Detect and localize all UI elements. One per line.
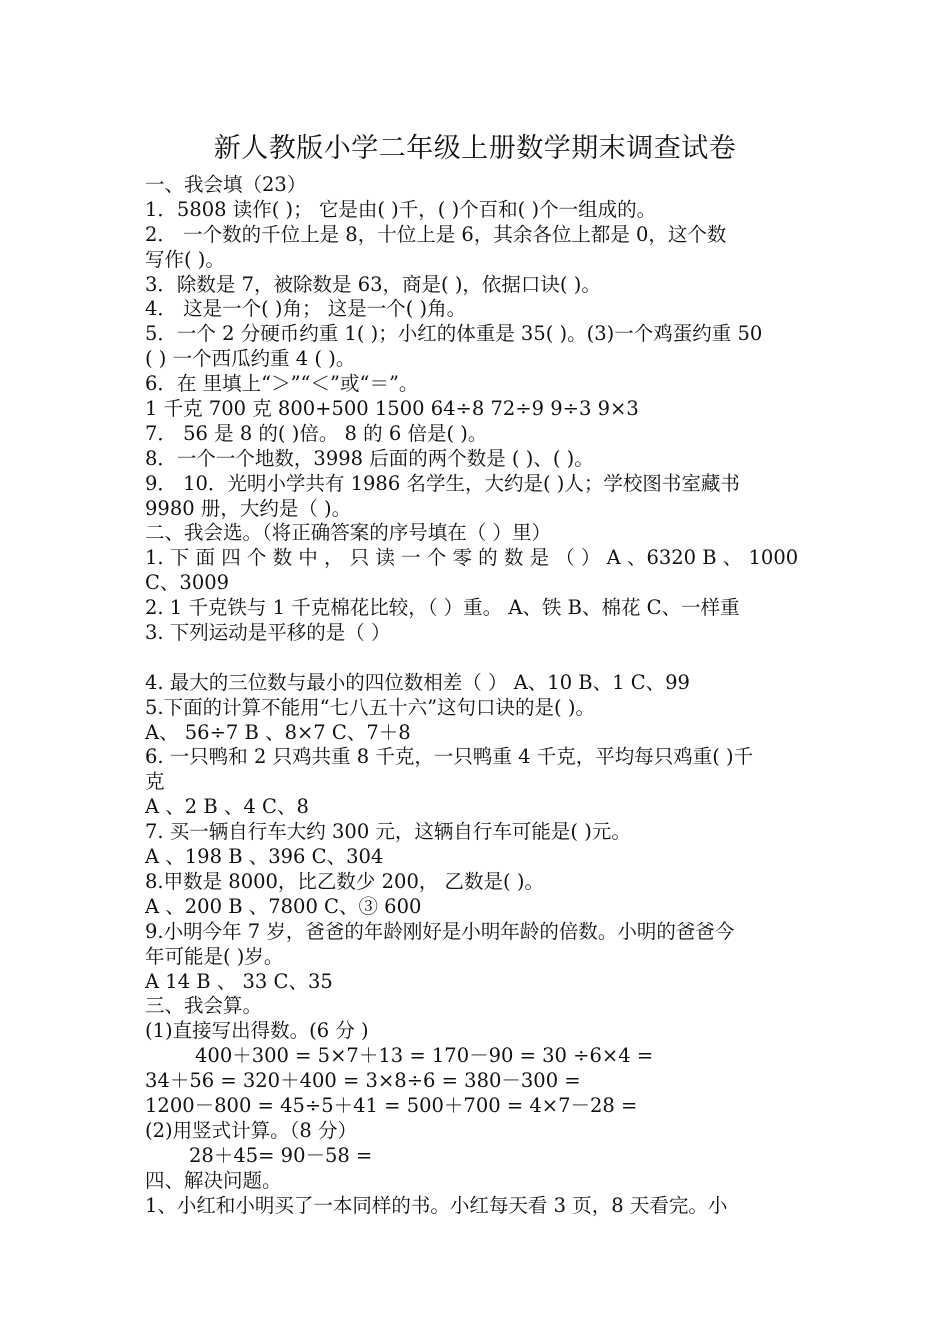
- section-heading-choice: 二、我会选。（将正确答案的序号填在（ ）里）: [145, 521, 551, 545]
- question-line: 5．一个 2 分硬币约重 1( )；小红的体重是 35( )。(3)一个鸡蛋约重 50: [145, 322, 763, 346]
- answer-options: A 14 B 、 33 C、35: [145, 969, 333, 993]
- section-heading-problems: 四、解决问题。: [145, 1168, 282, 1192]
- calc-row: 28＋45= 90－58 =: [189, 1143, 373, 1167]
- question-line: 年可能是( )岁。: [145, 944, 284, 968]
- question-line: C、3009: [145, 571, 230, 595]
- question-line: 3．除数是 7，被除数是 63，商是( )，依据口诀( )。: [145, 272, 601, 296]
- question-line: 1、小红和小明买了一本同样的书。小红每天看 3 页，8 天看完。小: [145, 1193, 728, 1217]
- question-line: 2． 一个数的千位上是 8，十位上是 6，其余各位上都是 0，这个数: [145, 222, 727, 246]
- answer-options: A 、200 B 、7800 C、③ 600: [145, 894, 422, 918]
- question-line: 9.小明今年 7 岁，爸爸的年龄刚好是小明年龄的倍数。小明的爸爸今: [145, 919, 735, 943]
- question-line: 7. 买一辆自行车大约 300 元，这辆自行车可能是( )元。: [145, 820, 631, 844]
- document-title: 新人教版小学二年级上册数学期末调查试卷: [213, 133, 737, 164]
- question-line: ( ) 一个西瓜约重 4 ( )。: [145, 347, 356, 371]
- question-line: 1．5808 读作( )； 它是由( )千，( )个百和( )个一组成的。: [145, 197, 657, 221]
- question-line: 9980 册，大约是（ )。: [145, 496, 352, 520]
- question-line: (1)直接写出得数。(6 分 ): [145, 1019, 369, 1043]
- question-line: 7． 56 是 8 的( )倍。 8 的 6 倍是( )。: [145, 421, 488, 445]
- section-heading-calc: 三、我会算。: [145, 994, 263, 1018]
- blank-line: [145, 646, 810, 671]
- calc-row: 34＋56 = 320＋400 = 3×8÷6 = 380－300 =: [145, 1069, 581, 1093]
- question-line: 克: [145, 770, 165, 794]
- question-line: 2. 1 千克铁与 1 千克棉花比较，（ ）重。 A、铁 B、棉花 C、一样重: [145, 596, 740, 620]
- question-line: 6. 一只鸭和 2 只鸡共重 8 千克，一只鸭重 4 千克，平均每只鸡重( )千: [145, 745, 754, 769]
- question-line: 3. 下列运动是平移的是（ ）: [145, 621, 391, 645]
- question-line: 8．一个一个地数，3998 后面的两个数是 ( )、( )。: [145, 446, 594, 470]
- document-body: [145, 173, 810, 1218]
- answer-options: A 、198 B 、396 C、304: [145, 845, 384, 869]
- answer-options: A 、2 B 、4 C、8: [145, 795, 309, 819]
- question-line: 1. 下 面 四 个 数 中 ， 只 读 一 个 零 的 数 是 （ ） A 、6320 B 、 1000: [145, 546, 799, 570]
- question-line: 写作( )。: [145, 247, 225, 271]
- question-line: 5.下面的计算不能用“七八五十六”这句口诀的是( )。: [145, 695, 595, 719]
- question-line: 8.甲数是 8000，比乙数少 200， 乙数是( )。: [145, 869, 544, 893]
- question-line: (2)用竖式计算。（8 分）: [145, 1118, 357, 1142]
- question-line: 1 千克 700 克 800+500 1500 64÷8 72÷9 9÷3 9×3: [145, 397, 639, 421]
- calc-row: 400＋300 = 5×7＋13 = 170－90 = 30 ÷6×4 =: [195, 1044, 654, 1068]
- question-line: 6．在 里填上“＞”“＜”或“＝”。: [145, 372, 419, 396]
- section-heading-fill: 一、我会填（23）: [145, 173, 307, 196]
- question-line: 9． 10．光明小学共有 1986 名学生，大约是( )人；学校图书室藏书: [145, 471, 740, 495]
- question-line: 4． 这是一个( )角； 这是一个( )角。: [145, 297, 467, 321]
- calc-row: 1200－800 = 45÷5＋41 = 500＋700 = 4×7－28 =: [145, 1093, 638, 1117]
- answer-options: A、 56÷7 B 、8×7 C、7＋8: [145, 720, 411, 744]
- question-line: 4. 最大的三位数与最小的四位数相差（ ） A、10 B、1 C、99: [145, 670, 690, 694]
